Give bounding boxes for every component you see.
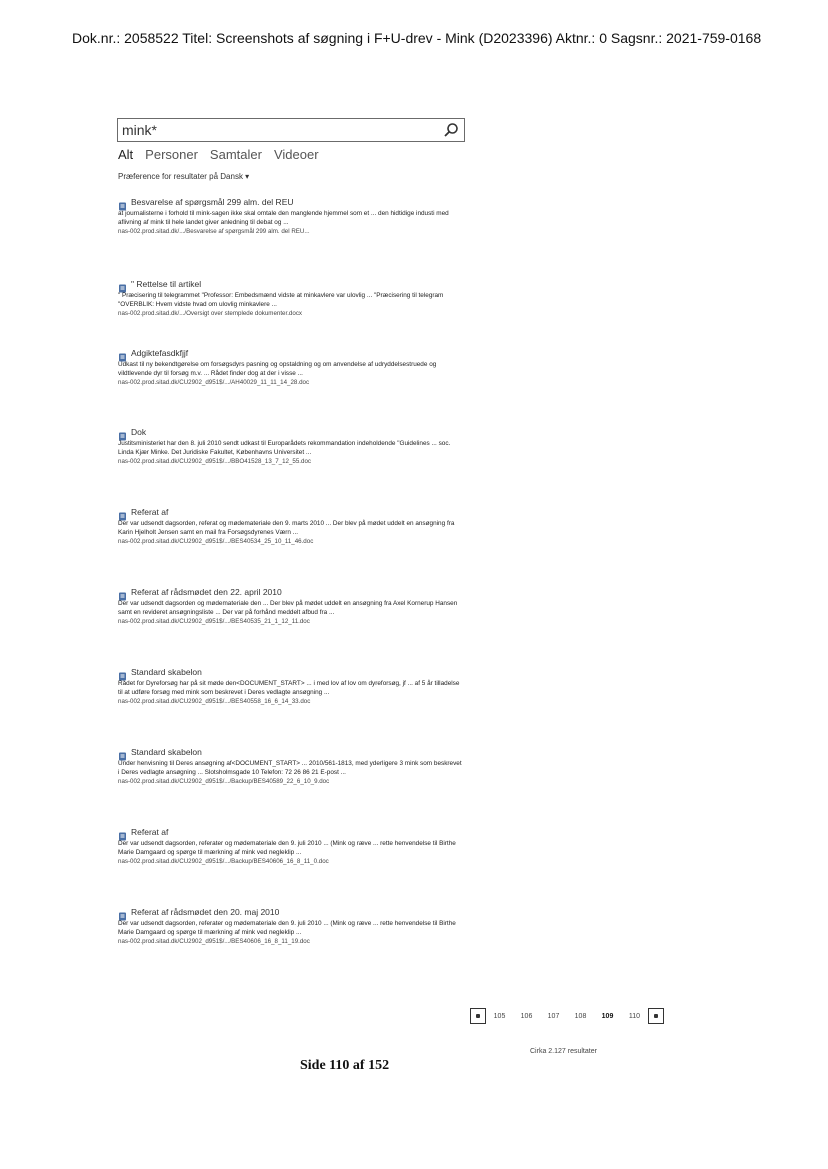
page-link[interactable]: 108 (574, 1012, 587, 1020)
result-title[interactable]: Adgiktefasdkfjjf (131, 348, 189, 358)
result-item (118, 826, 463, 866)
result-item (118, 906, 463, 946)
result-snippet: Rådet for Dyreforsøg har på sit møde den<DOCUMENT_START> ... i med lov af lov om dyreforsøg, jf ... af 5 år tilladelse til at udføre forsøg med mink som beskrevet i Deres vedlagte ansøgning ... (118, 680, 460, 696)
result-item (118, 426, 463, 466)
result-item (118, 278, 463, 318)
result-title[interactable]: Dok (131, 427, 147, 437)
result-title[interactable]: Referat af rådsmødet den 20. maj 2010 (131, 907, 280, 917)
result-snippet: " Præcisering til telegrammet "Professor: Embedsmænd vidste at minkavlere var ulovlig ... "Præcisering til telegram "OVERBLIK: Hvem vidste hvad om ulovlig minkavlere ... (118, 292, 444, 308)
result-title[interactable]: Besvarelse af spørgsmål 299 alm. del REU (131, 197, 294, 207)
document-icon (118, 828, 127, 837)
result-url: nas-002.prod.sitad.dk/CU2902_d951$/.../BBO41528_13_7_12_55.doc (118, 458, 311, 465)
page-link-current[interactable]: 109 (601, 1012, 614, 1020)
document-icon (118, 280, 127, 289)
result-snippet: Under henvisning til Deres ansøgning af<DOCUMENT_START> ... 2010/561-1813, med yderligere 3 mink som beskrevet i Deres vedlagte ansøgning ... Slotsholmsgade 10 Telefon: 72 26 86 21 E-post ... (118, 760, 462, 776)
document-icon (118, 198, 127, 207)
result-snippet: Der var udsendt dagsorden, referater og mødemateriale den 9. juli 2010 ... (Mink og ræve ... rette henvendelse til Birthe Marie Damgaard og spørge til mærkning af mink ved negleklip ... (118, 920, 456, 936)
result-snippet: Der var udsendt dagsorden, referater og mødemateriale den 9. juli 2010 ... (Mink og ræve ... rette henvendelse til Birthe Marie Damgaard og spørge til mærkning af mink ved negleklip ... (118, 840, 456, 856)
page-link[interactable]: 107 (547, 1012, 560, 1020)
result-url: nas-002.prod.sitad.dk/CU2902_d951$/.../Backup/BES40606_16_8_11_0.doc (118, 858, 329, 865)
page-link[interactable]: 105 (493, 1012, 506, 1020)
result-url: nas-002.prod.sitad.dk/CU2902_d951$/.../BES40534_25_10_11_46.doc (118, 538, 314, 545)
result-snippet: Justitsministeriet har den 8. juli 2010 sendt udkast til Europarådets rekommandation indeholdende "Guidelines ... soc. Linda Kjær Minke. Det Juridiske Fakultet, Københavns Universitet ... (118, 440, 451, 456)
search-tabs (118, 147, 319, 162)
document-icon (118, 428, 127, 437)
result-url: nas-002.prod.sitad.dk/CU2902_d951$/.../BES40535_21_1_12_11.doc (118, 618, 310, 625)
document-header: Dok.nr.: 2058522 Titel: Screenshots af søgning i F+U-drev - Mink (D2023396) Aktnr.: 0 Sagsnr.: 2021-759-0168 (72, 30, 762, 46)
document-icon (118, 508, 127, 517)
result-url: nas-002.prod.sitad.dk/.../Oversigt over stemplede dokumenter.docx (118, 310, 303, 317)
previous-page-button[interactable] (470, 1008, 486, 1024)
tab-videos[interactable]: Videoer (273, 147, 319, 162)
result-item (118, 347, 463, 387)
document-icon (118, 908, 127, 917)
result-item (118, 586, 463, 626)
result-title[interactable]: " Rettelse til artikel (131, 279, 202, 289)
language-preference-dropdown[interactable]: Præference for resultater på Dansk ▾ (118, 172, 250, 181)
tab-conversations[interactable]: Samtaler (209, 147, 262, 162)
result-item (118, 666, 463, 706)
result-title[interactable]: Referat af rådsmødet den 22. april 2010 (131, 587, 282, 597)
result-title[interactable]: Referat af (131, 827, 169, 837)
tab-all[interactable]: Alt (118, 147, 134, 162)
tab-people[interactable]: Personer (145, 147, 198, 162)
result-url: nas-002.prod.sitad.dk/CU2902_d951$/.../BES40558_16_6_14_33.doc (118, 698, 311, 705)
result-title[interactable]: Referat af (131, 507, 169, 517)
pagination (470, 1008, 664, 1024)
document-icon (118, 748, 127, 757)
document-icon (118, 588, 127, 597)
page-link[interactable]: 110 (628, 1012, 641, 1020)
next-page-button[interactable] (648, 1008, 664, 1024)
next-arrow-icon (654, 1014, 658, 1018)
result-url: nas-002.prod.sitad.dk/CU2902_d951$/.../AH40029_11_11_14_28.doc (118, 379, 310, 386)
page-number-footer: Side 110 af 152 (300, 1058, 390, 1073)
result-snippet: at journalisterne i forhold til mink-sagen ikke skal omtale den manglende hjemmel som et ... den hidtidige industi med aflivning af mink til hele landet giver anledning til debat og ... (118, 210, 449, 226)
result-item (118, 506, 463, 546)
previous-arrow-icon (476, 1014, 480, 1018)
search-input[interactable] (122, 121, 422, 139)
result-count: Cirka 2.127 resultater (530, 1048, 597, 1055)
result-snippet: Udkast til ny bekendtgørelse om forsøgsdyrs pasning og opstaldning og om anvendelse af udryddelsestruede og vildtlevende dyr til forsøg m.v. ... Rådet finder dog at der i visse ... (118, 361, 437, 377)
search-box[interactable] (117, 118, 465, 142)
result-title[interactable]: Standard skabelon (131, 667, 202, 677)
result-title[interactable]: Standard skabelon (131, 747, 202, 757)
result-item (118, 746, 463, 786)
result-snippet: Der var udsendt dagsorden, referat og mødemateriale den 9. marts 2010 ... Der blev på mødet uddelt en ansøgning fra Karin Hjelholt Jensen samt en mail fra Forsøgsdyrenes Værn ... (118, 520, 455, 536)
result-snippet: Der var udsendt dagsorden og mødemateriale den ... Der blev på mødet uddelt en ansøgning fra Axel Kornerup Hansen samt en revideret ansøgningsliste ... Der var på forhånd meddelt afbud fra ... (118, 600, 458, 616)
document-icon (118, 668, 127, 677)
document-icon (118, 349, 127, 358)
result-url: nas-002.prod.sitad.dk/CU2902_d951$/.../BES40606_16_8_11_19.doc (118, 938, 310, 945)
result-item (118, 196, 463, 236)
result-url: nas-002.prod.sitad.dk/.../Besvarelse af spørgsmål 299 alm. del REU... (118, 228, 310, 235)
search-icon[interactable] (443, 122, 459, 138)
result-url: nas-002.prod.sitad.dk/CU2902_d951$/.../Backup/BES40589_22_6_10_9.doc (118, 778, 330, 785)
page-link[interactable]: 106 (520, 1012, 533, 1020)
